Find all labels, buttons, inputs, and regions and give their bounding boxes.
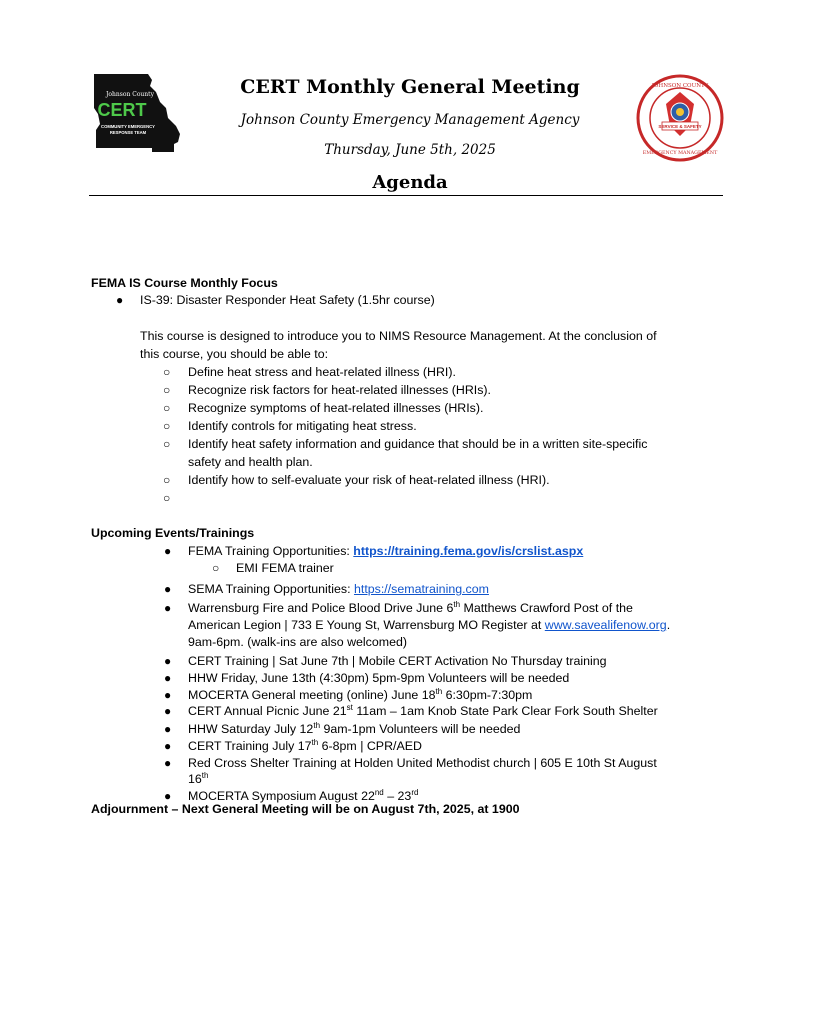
bullet-icon: ●: [164, 704, 172, 718]
fema-training-link[interactable]: https://training.fema.gov/is/crslist.aspx: [353, 544, 584, 558]
svg-text:CERT: CERT: [97, 100, 147, 120]
bullet-icon: ●: [164, 654, 172, 668]
events-section-heading: Upcoming Events/Trainings: [91, 526, 255, 540]
blood-drive-item: Warrensburg Fire and Police Blood Drive June 6th Matthews Crawford Post of the: [188, 599, 633, 615]
hhw-july-item: HHW Saturday July 12th 9am-1pm Volunteers will be needed: [188, 720, 521, 736]
sema-training-item: [188, 581, 489, 597]
bullet-icon: ●: [164, 688, 172, 702]
bullet-icon: ●: [164, 671, 172, 685]
red-cross-training-item-line-2: 16th: [188, 770, 209, 786]
bullet-icon: ●: [164, 789, 172, 803]
bullet-icon: ●: [164, 601, 172, 615]
objective-item: Identify how to self-evaluate your risk of heat-related illness (HRI).: [188, 473, 550, 487]
fema-training-label: FEMA Training Opportunities:: [188, 544, 354, 558]
circle-bullet-icon: ○: [163, 383, 171, 397]
meeting-title: CERT Monthly General Meeting: [240, 76, 580, 98]
fema-intro-line-2: this course, you should be able to:: [140, 347, 329, 361]
bullet-icon: ●: [164, 544, 172, 558]
bullet-icon: ●: [164, 722, 172, 736]
cert-training-june-item: CERT Training | Sat June 7th | Mobile CERT Activation No Thursday training: [188, 654, 607, 668]
objective-item: Identify heat safety information and guidance that should be in a written site-specific: [188, 437, 648, 451]
sema-training-label: SEMA Training Opportunities:: [188, 582, 354, 596]
meeting-date: Thursday, June 5th, 2025: [324, 142, 496, 158]
circle-bullet-icon: ○: [163, 491, 171, 505]
svg-text:EMERGENCY MANAGEMENT: EMERGENCY MANAGEMENT: [642, 151, 718, 156]
circle-bullet-icon: ○: [163, 473, 171, 487]
objective-item: Define heat stress and heat-related illness (HRI).: [188, 365, 456, 379]
agency-name: Johnson County Emergency Management Agency: [240, 112, 580, 128]
svg-text:JOHNSON COUNTY: JOHNSON COUNTY: [651, 83, 709, 89]
fema-section-heading: FEMA IS Course Monthly Focus: [91, 276, 278, 290]
svg-text:SERVICE & SAFETY: SERVICE & SAFETY: [658, 124, 702, 129]
circle-bullet-icon: ○: [212, 561, 220, 575]
fema-course: IS-39: Disaster Responder Heat Safety (1.5hr course): [140, 293, 435, 307]
bullet-icon: ●: [116, 293, 124, 307]
objective-item: Recognize risk factors for heat-related illnesses (HRIs).: [188, 383, 491, 397]
blood-drive-item-line-2: American Legion | 733 E Young St, Warrensburg MO Register at www.savealifenow.org.: [188, 618, 671, 632]
circle-bullet-icon: ○: [163, 365, 171, 379]
agenda-heading: Agenda: [372, 172, 448, 193]
fema-intro-line-1: This course is designed to introduce you to NIMS Resource Management. At the conclusion of: [140, 329, 657, 343]
circle-bullet-icon: ○: [163, 437, 171, 451]
circle-bullet-icon: ○: [163, 401, 171, 415]
savealifenow-link[interactable]: www.savealifenow.org: [544, 618, 667, 632]
circle-bullet-icon: ○: [163, 419, 171, 433]
fema-training-item: [188, 543, 583, 559]
cert-training-july-item: CERT Training July 17th 6-8pm | CPR/AED: [188, 737, 422, 753]
cert-missouri-logo: [90, 70, 185, 156]
johnson-county-ema-seal: [636, 74, 724, 162]
sema-training-link[interactable]: https://sematraining.com: [353, 582, 489, 596]
emi-fema-item: EMI FEMA trainer: [236, 561, 334, 575]
adjournment-note: Adjournment – Next General Meeting will be on August 7th, 2025, at 1900: [91, 802, 520, 816]
blood-drive-item-line-3: 9am-6pm. (walk-ins are also welcomed): [188, 635, 407, 649]
hhw-june-item: HHW Friday, June 13th (4:30pm) 5pm-9pm Volunteers will be needed: [188, 671, 570, 685]
svg-text:Johnson County: Johnson County: [106, 91, 154, 98]
header-divider: [89, 195, 723, 196]
red-cross-training-item: Red Cross Shelter Training at Holden United Methodist church | 605 E 10th St August: [188, 756, 657, 770]
objective-item: Recognize symptoms of heat-related illnesses (HRIs).: [188, 401, 484, 415]
objective-item: Identify controls for mitigating heat stress.: [188, 419, 417, 433]
objective-item-continued: safety and health plan.: [188, 455, 313, 469]
bullet-icon: ●: [164, 756, 172, 770]
cert-picnic-item: CERT Annual Picnic June 21st 11am – 1am Knob State Park Clear Fork South Shelter: [188, 702, 658, 718]
mocerta-meeting-item: MOCERTA General meeting (online) June 18th 6:30pm-7:30pm: [188, 686, 533, 702]
bullet-icon: ●: [164, 582, 172, 596]
mocerta-symposium-item: MOCERTA Symposium August 22nd – 23rd: [188, 787, 419, 803]
bullet-icon: ●: [164, 739, 172, 753]
svg-text:COMMUNITY EMERGENCY: COMMUNITY EMERGENCY: [101, 124, 155, 129]
svg-text:RESPONSE TEAM: RESPONSE TEAM: [109, 130, 147, 135]
